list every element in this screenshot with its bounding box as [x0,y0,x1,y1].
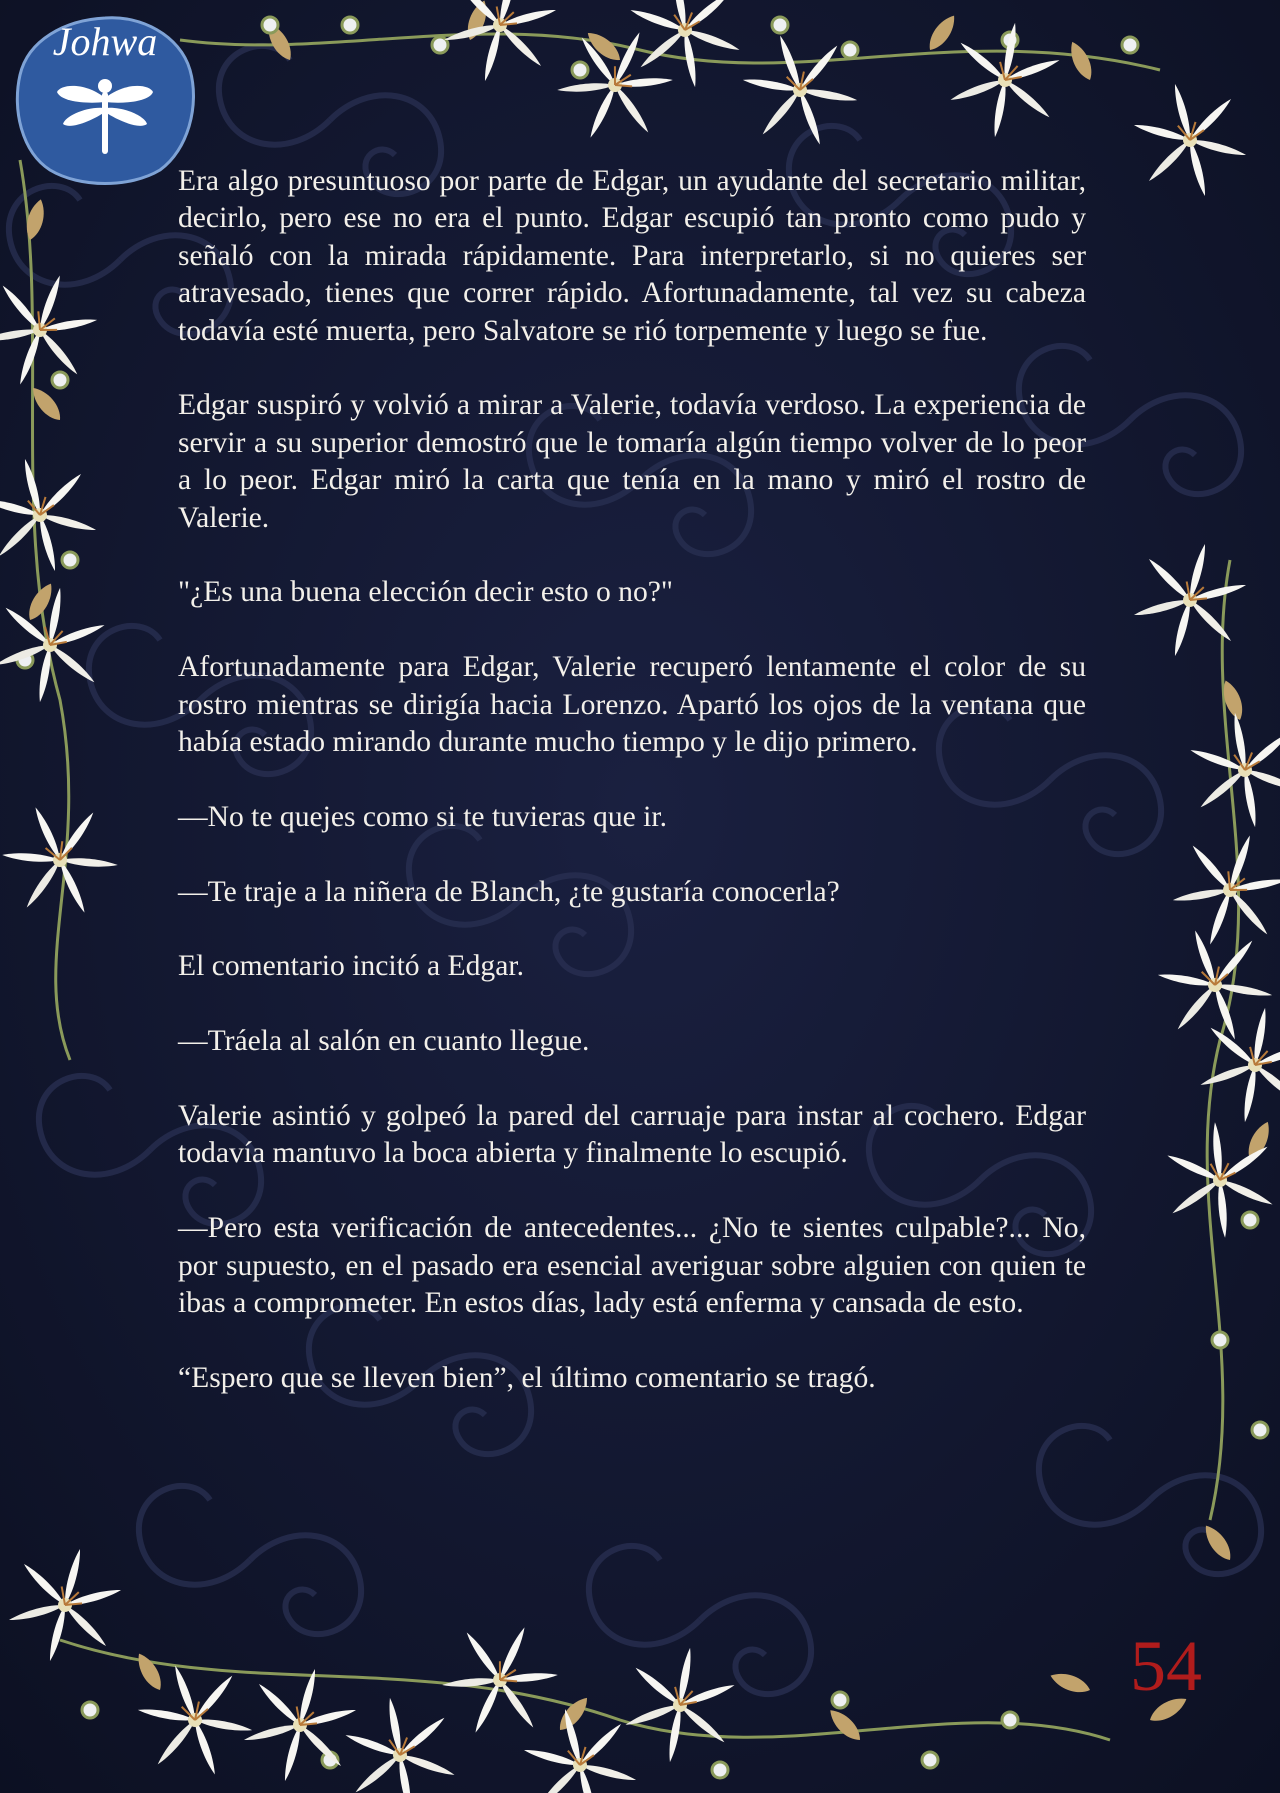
paragraph: Valerie asintió y golpeó la pared del carruaje para instar al cochero. Edgar todavía mantuvo la boca abierta y finalmente lo escupió. [178,1100,1086,1170]
paragraph: El comentario incitó a Edgar. [178,950,524,983]
dragonfly-icon [55,72,155,162]
paragraph: Afortunadamente para Edgar, Valerie recuperó lentamente el color de su rostro mientras se dirigía hacia Lorenzo. Apartó los ojos de la ventana que había estado mirando durante mucho tiempo y le dijo primero. [178,651,1086,759]
paragraph: Edgar suspiró y volvió a mirar a Valerie, todavía verdoso. La experiencia de servir a su superior demostró que le tomaría algún tiempo volver de lo peor a lo peor. Edgar miró la carta que tenía en la mano y miró el rostro de Valerie. [178,389,1086,534]
story-text [178,163,1086,1435]
paragraph: "¿Es una buena elección decir esto o no?" [178,576,673,609]
paragraph: —Pero esta verificación de antecedentes... ¿No te sientes culpable?... No, por supuesto, en el pasado era esencial averiguar sobre alguien con quien te ibas a comprometer. En estos días, lady está enferma y cansada de esto. [178,1212,1086,1320]
logo-text: Johwa [52,19,158,64]
paragraph: —Tráela al salón en cuanto llegue. [178,1025,590,1058]
publisher-logo [10,10,200,188]
paragraph: Era algo presuntuoso por parte de Edgar, un ayudante del secretario militar, decirlo, pero ese no era el punto. Edgar escupió tan pronto como pudo y señaló con la mirada rápidamente. Para interpretarlo, si no quieres ser atravesado, tienes que correr rápido. Afortunadamente, tal vez su cabeza todavía esté muerta, pero Salvatore se rió torpemente y luego se fue. [178,165,1086,347]
page-number: 54 [1130,1626,1202,1706]
paragraph: —No te quejes como si te tuvieras que ir. [178,800,668,833]
paragraph: —Te traje a la niñera de Blanch, ¿te gustaría conocerla? [178,875,840,908]
paragraph: “Espero que se lleven bien”, el último comentario se tragó. [178,1361,876,1394]
